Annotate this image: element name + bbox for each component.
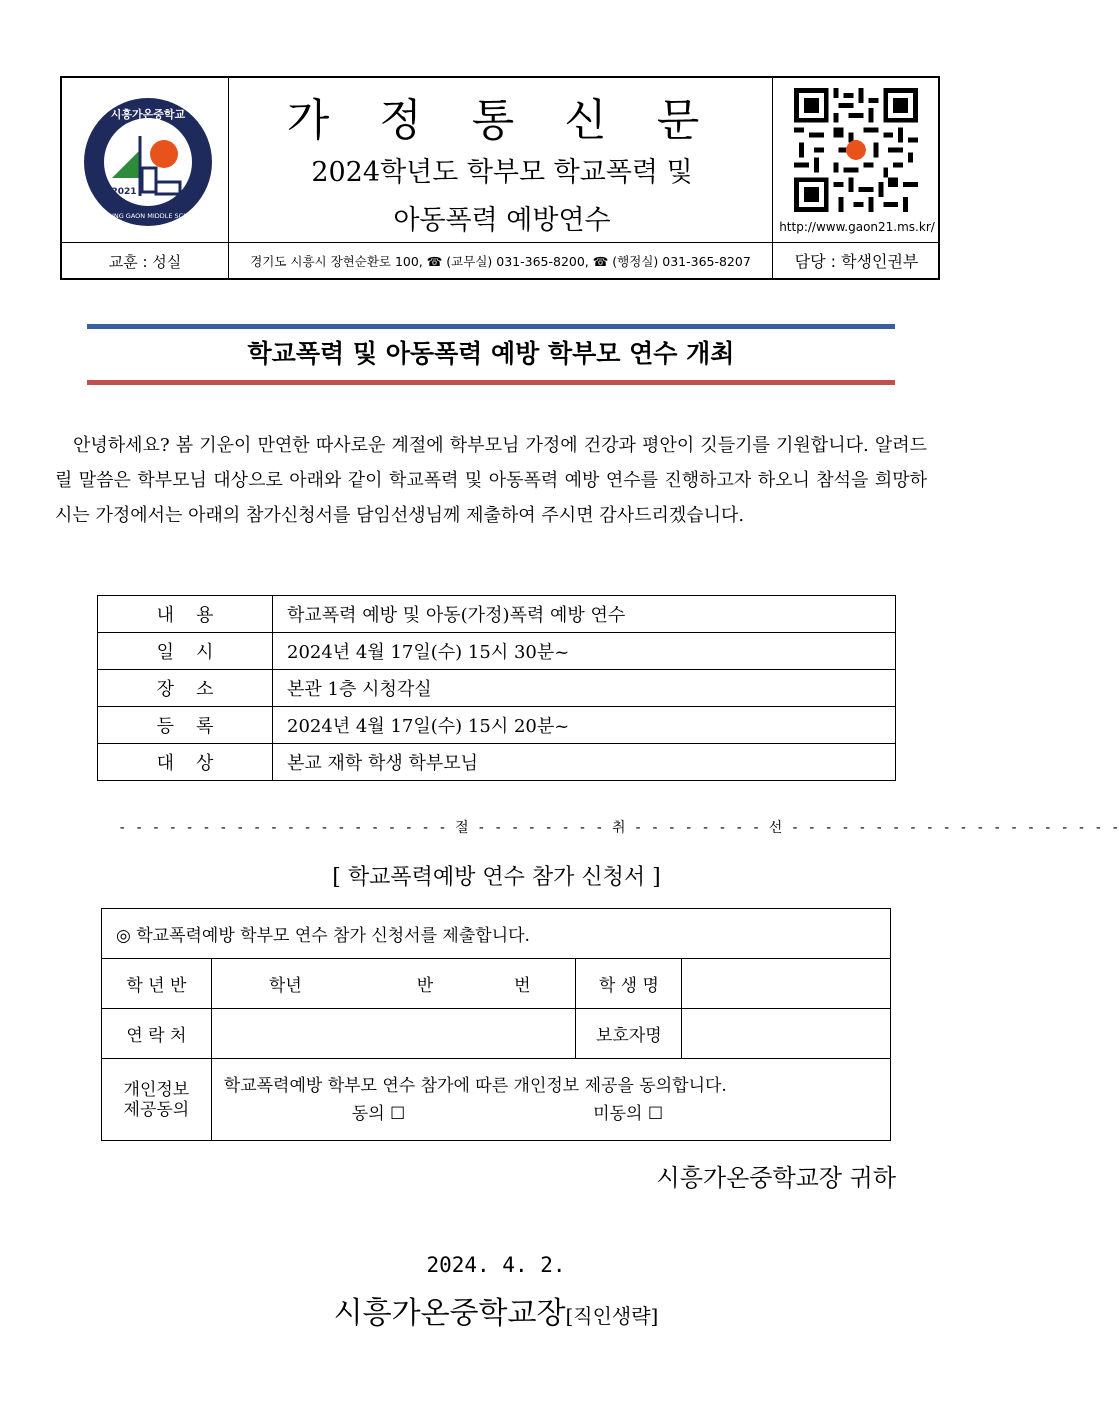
consent-label-line-2: 제공동의 [123,1099,190,1120]
issue-date: 2024. 4. 2. [426,1253,566,1277]
info-value: 본교 재학 학생 학부모님 [273,744,896,781]
application-form [101,908,891,1141]
headline: 학교폭력 및 아동폭력 예방 학부모 연수 개최 [247,339,735,368]
event-info-table [97,595,896,781]
subtitle-line-2: 아동폭력 예방연수 [393,205,611,236]
info-value: 학교폭력 예방 및 아동(가정)폭력 예방 연수 [273,596,896,633]
guardian-label: 보호자명 [576,1009,682,1059]
school-url[interactable]: http://www.gaon21.ms.kr/ [779,220,935,234]
number-unit: 번 [514,976,531,996]
student-name-field[interactable] [682,959,891,1009]
guardian-field[interactable] [682,1009,891,1059]
headline-bottom-bar [87,380,895,385]
table-row [98,707,896,744]
page-title: 가 정 통 신 문 [286,95,718,146]
info-key: 내용 [98,596,273,633]
disagree-checkbox[interactable]: 미동의 ☐ [593,1103,664,1124]
info-value: 2024년 4월 17일(수) 15시 30분~ [273,633,896,670]
consent-text: 학교폭력예방 학부모 연수 참가에 따른 개인정보 제공을 동의합니다. [223,1075,727,1096]
grade-class-label: 학 년 반 [102,959,212,1009]
cut-line: - - - - - - - - - - - - - - - - - - - - 절 - - - - - - - - 취 - - - - - - - - 선 - - - - - - - - - - - - - - - - - - - - [118,820,1119,836]
info-key: 등록 [98,707,273,744]
signature-name: 시흥가온중학교장 [333,1296,566,1331]
subtitle-line-1: 2024학년도 학부모 학교폭력 및 [311,157,693,188]
intro-paragraph: 안녕하세요? 봄 기운이 만연한 따사로운 계절에 학부모님 가정에 건강과 평안이 깃들기를 기원합니다. 알려드릴 말씀은 학부모님 대상으로 아래와 같이 학교폭력 및 아동폭력 예방 연수를 진행하고자 하오니 참석을 희망하시는 가정에서는 아래의 참가신청서를 담임선생님께 제출하여 주시면 감사드리겠습니다. [55,435,927,526]
consent-cell [211,1059,890,1141]
headline-top-bar [87,324,895,329]
grade-unit: 학년 [268,976,302,996]
grade-class-field[interactable] [211,959,576,1009]
contact-field[interactable] [211,1009,576,1059]
newsletter-header [60,76,940,280]
consent-label [102,1059,212,1141]
table-row [98,744,896,781]
table-row [98,633,896,670]
school-logo [82,96,214,228]
info-key: 장소 [98,670,273,707]
logo-year: 2021 [111,187,137,197]
school-address: 경기도 시흥시 장현순환로 100, ☎ (교무실) 031-365-8200, ☎ (행정실) 031-365-8207 [250,254,751,269]
form-title: [ 학교폭력예방 연수 참가 신청서 ] [332,865,661,890]
info-value: 본관 1층 시청각실 [273,670,896,707]
table-row [98,670,896,707]
consent-label-line-1: 개인정보 [123,1079,190,1100]
contact-label: 연 락 처 [102,1009,212,1059]
signature-note: [직인생략] [565,1304,659,1328]
student-name-label: 학 생 명 [576,959,682,1009]
info-key: 일시 [98,633,273,670]
header-divider [62,242,938,243]
table-row [98,596,896,633]
school-motto: 교훈 : 성실 [108,253,182,271]
signature [0,1288,992,1332]
form-statement: ◎ 학교폭력예방 학부모 연수 참가 신청서를 제출합니다. [102,909,891,959]
agree-checkbox[interactable]: 동의 ☐ [351,1103,406,1124]
info-key: 대상 [98,744,273,781]
logo-ring-text-en: SIHEUNG GAON MIDDLE SCHOOL [94,212,202,220]
info-value: 2024년 4월 17일(수) 15시 20분~ [273,707,896,744]
class-unit: 반 [416,976,434,996]
qr-code-icon [794,88,918,212]
logo-ring-text: 시흥가온중학교 [110,108,186,121]
department: 담당 : 학생인권부 [794,252,919,271]
addressee: 시흥가온중학교장 귀하 [656,1164,896,1192]
